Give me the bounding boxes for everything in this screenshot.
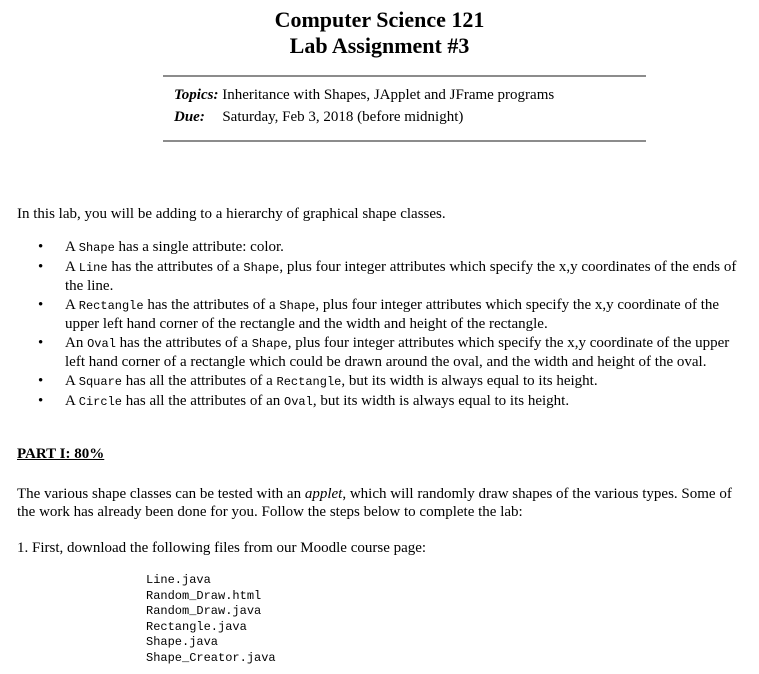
file-item: Shape_Creator.java xyxy=(146,650,276,665)
shape-bullet-list xyxy=(0,238,759,412)
file-item: Rectangle.java xyxy=(146,619,247,634)
part-heading: PART I: 80% xyxy=(17,446,105,462)
file-item: Random_Draw.html xyxy=(146,588,262,603)
list-item: • A Rectangle has the attributes of a Shape, plus four integer attributes which specify the x,y coordinate of the upper left hand corner of the rectangle and the width and height of the rectangle. xyxy=(38,297,720,332)
topics-line xyxy=(174,86,554,104)
step-1: 1. First, download the following files from our Moodle course page: xyxy=(17,540,427,556)
list-item: • A Square has all the attributes of a Rectangle, but its width is always equal to its height. xyxy=(38,373,598,389)
part-paragraph: The various shape classes can be tested with an applet, which will randomly draw shapes of the various types. Some of the work has already been done for you. Follow the steps below to complete the lab: xyxy=(17,486,732,520)
divider-top xyxy=(163,75,646,77)
due-label: Due: xyxy=(174,109,205,125)
list-item: • An Oval has the attributes of a Shape, plus four integer attributes which specify the x,y coordinate of the upper left hand corner of a rectangle which could be drawn around the oval, and the width and height of the oval. xyxy=(38,335,730,370)
list-item: • A Circle has all the attributes of an Oval, but its width is always equal to its height. xyxy=(38,393,570,409)
list-item: • A Line has the attributes of a Shape, plus four integer attributes which specify the x,y coordinates of the ends of the line. xyxy=(38,259,737,294)
file-item: Random_Draw.java xyxy=(146,604,262,619)
course-title: Computer Science 121 xyxy=(274,7,485,32)
due-line xyxy=(174,108,463,126)
topics-label: Topics: xyxy=(174,87,219,103)
divider-bottom xyxy=(163,140,646,142)
file-item: Line.java xyxy=(146,573,211,587)
file-item: Shape.java xyxy=(146,635,219,650)
intro-paragraph: In this lab, you will be adding to a hierarchy of graphical shape classes. xyxy=(17,206,446,222)
list-item: • A Shape has a single attribute: color. xyxy=(38,239,284,255)
file-list xyxy=(146,573,276,667)
topics-value: Inheritance with Shapes, JApplet and JFrame programs xyxy=(222,87,555,103)
due-value: Saturday, Feb 3, 2018 (before midnight) xyxy=(222,109,464,125)
assignment-title: Lab Assignment #3 xyxy=(289,33,470,58)
